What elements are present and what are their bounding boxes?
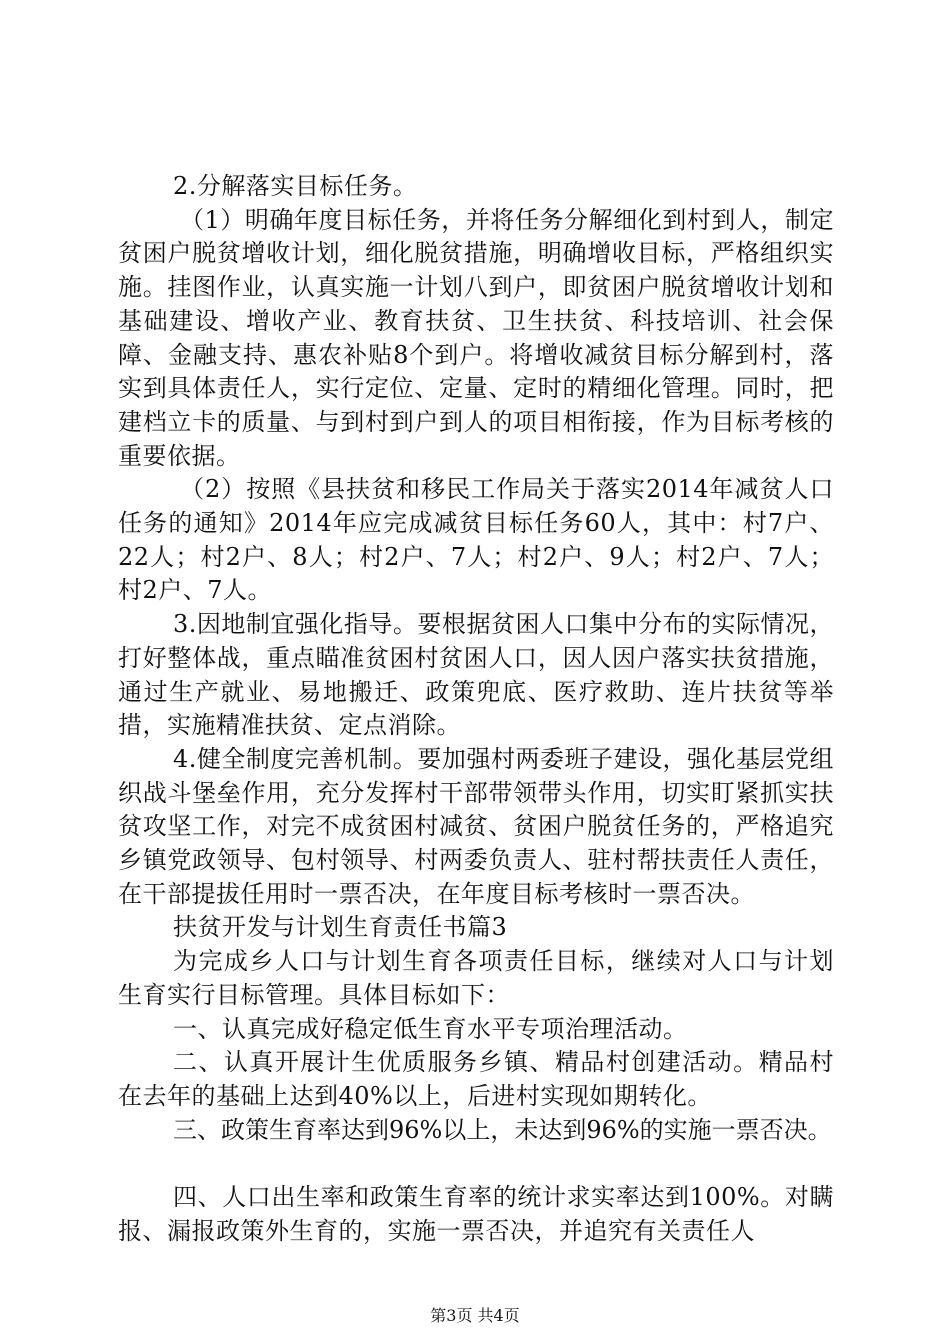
paragraph-intro: 为完成乡人口与计划生育各项责任目标，继续对人口与计划生育实行目标管理。具体目标如下： [118,947,834,1009]
page-footer: 第3页 共4页 [430,1306,520,1325]
paragraph-3: 3.因地制宜强化指导。要根据贫困人口集中分布的实际情况，打好整体战，重点瞄准贫困村贫困人口，因人因户落实扶贫措施，通过生产就业、易地搬迁、政策兜底、医疗救助、连片扶贫等举措，实施精准扶贫、定点消除。 [118,610,834,740]
paragraph-2-2: （2）按照《县扶贫和移民工作局关于落实2014年减贫人口任务的通知》2014年应完成减贫目标任务60人，其中：村7户、22人；村2户、8人；村2户、7人；村2户、9人；村2户、7人；村2户、7人。 [118,475,834,605]
paragraph-item-1: 一、认真完成好稳定低生育水平专项治理活动。 [173,1014,688,1043]
section-title: 扶贫开发与计划生育责任书篇3 [173,913,508,942]
paragraph-item-4: 四、人口出生率和政策生育率的统计求实率达到100%。对瞒报、漏报政策外生育的，实施一票否决，并追究有关责任人 [118,1183,834,1246]
paragraph-4: 4.健全制度完善机制。要加强村两委班子建设，强化基层党组织战斗堡垒作用，充分发挥村干部带领带头作用，切实盯紧抓实扶贫攻坚工作，对完不成贫困村减贫、贫困户脱贫任务的，严格追究乡镇党政领导、包村领导、村两委负责人、驻村帮扶责任人责任，在干部提拔任用时一票否决，在年度目标考核时一票否决。 [118,744,834,908]
paragraph-item-2: 二、认真开展计生优质服务乡镇、精品村创建活动。精品村在去年的基础上达到40%以上，后进村实现如期转化。 [118,1048,834,1110]
paragraph-item-3: 三、政策生育率达到96%以上，未达到96%的实施一票否决。 [173,1115,832,1144]
paragraph-2-1: （1）明确年度目标任务，并将任务分解细化到村到人，制定贫困户脱贫增收计划，细化脱贫措施，明确增收目标，严格组织实施。挂图作业，认真实施一计划八到户，即贫困户脱贫增收计划和基础建设、增收产业、教育扶贫、卫生扶贫、科技培训、社会保障、金融支持、惠农补贴8个到户。将增收减贫目标分解到村，落实到具体责任人，实行定位、定量、定时的精细化管理。同时，把建档立卡的质量、与到村到户到人的项目相衔接，作为目标考核的重要依据。 [118,205,834,470]
blank-line [118,1147,834,1181]
document-body [118,170,834,1249]
paragraph-2-heading: 2.分解落实目标任务。 [173,172,418,200]
